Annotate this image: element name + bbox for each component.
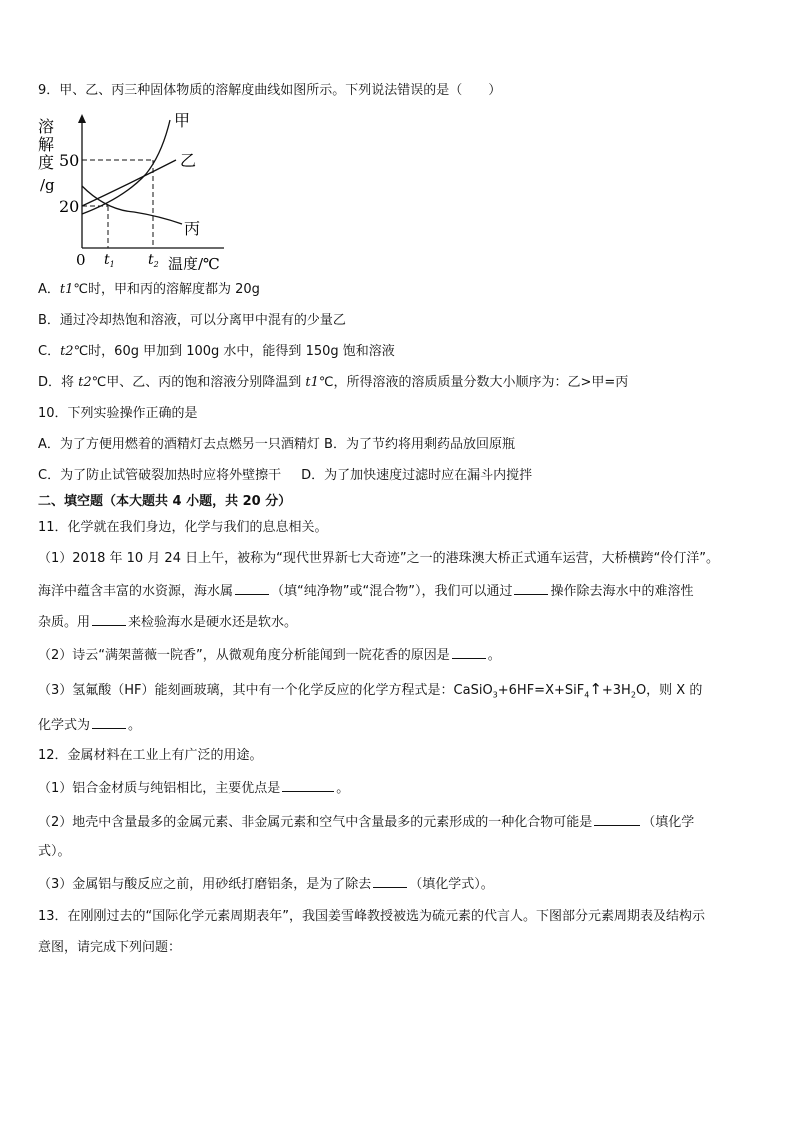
x-tick-t1: $t_1$	[104, 252, 115, 269]
origin-label: 0	[76, 251, 86, 269]
q9-option-c: C．t2℃时，60g 甲加到 100g 水中，能得到 150g 饱和溶液	[38, 344, 395, 359]
answer-blank	[452, 645, 486, 659]
q10-option-ab: A．为了方便用燃着的酒精灯去点燃另一只酒精灯 B．为了节约将用剩药品放回原瓶	[38, 437, 515, 452]
x-axis-label: 温度/℃	[168, 255, 220, 270]
q11-p1-line3: 杂质。用 来检验海水是硬水还是软水。	[38, 612, 297, 632]
answer-blank	[594, 812, 640, 826]
q9-stem: 9．甲、乙、丙三种固体物质的溶解度曲线如图所示。下列说法错误的是（ ）	[38, 83, 502, 98]
answer-blank	[514, 581, 548, 595]
answer-blank	[92, 612, 126, 626]
section-title: 二、填空题（本大题共 4 小题，共 20 分）	[38, 494, 292, 509]
q12-p2-line2: 式）。	[38, 844, 71, 859]
q9-option-d: D．将 t2℃甲、乙、丙的饱和溶液分别降温到 t1℃，所得溶液的溶质质量分数大小顺序为：乙>甲=丙	[38, 375, 629, 390]
curve-bing	[82, 186, 182, 224]
y-tick-20: 20	[59, 197, 80, 216]
q11-p2: （2）诗云“满架蔷薇一院香”，从微观角度分析能闻到一院花香的原因是 。	[38, 645, 501, 665]
y-label-1: 溶	[38, 117, 55, 136]
q12-p3: （3）金属铝与酸反应之前，用砂纸打磨铝条，是为了除去 （填化学式）。	[38, 874, 494, 894]
y-label-3: 度	[38, 153, 55, 172]
q11-p3-line1: （3）氢氟酸（HF）能刻画玻璃，其中有一个化学反应的化学方程式是：$CaSiO_3+6HF=X+SiF_4↑+3H_2O$，则 X 的	[38, 680, 703, 700]
solubility-chart	[34, 110, 234, 270]
label-bing: 丙	[184, 219, 201, 238]
q12-p1: （1）铝合金材质与纯铝相比，主要优点是 。	[38, 778, 349, 798]
answer-blank	[373, 874, 407, 888]
answer-blank	[282, 778, 334, 792]
x-tick-t2: $t_2$	[148, 252, 159, 269]
q9-option-a: A．t1℃时，甲和丙的溶解度都为 20g	[38, 282, 260, 297]
q11-p1-line2: 海洋中蕴含丰富的水资源，海水属 （填“纯净物”或“混合物”），我们可以通过 操作除去海水中的难溶性	[38, 581, 693, 601]
curve-yi	[82, 160, 176, 206]
answer-blank	[92, 715, 126, 729]
y-tick-50: 50	[59, 151, 80, 170]
q11-p1-line1: （1）2018 年 10 月 24 日上午，被称为“现代世界新七大奇迹”之一的港珠澳大桥正式通车运营，大桥横跨“伶仃洋”。	[38, 551, 720, 566]
q13-line1: 13．在刚刚过去的“国际化学元素周期表年”，我国姜雪峰教授被选为硫元素的代言人。下图部分元素周期表及结构示	[38, 909, 706, 924]
q12-stem: 12．金属材料在工业上有广泛的用途。	[38, 748, 263, 763]
y-label-4: /g	[40, 176, 55, 194]
label-yi: 乙	[180, 151, 197, 170]
q11-p3-line2: 化学式为 。	[38, 715, 141, 735]
q10-stem: 10．下列实验操作正确的是	[38, 406, 198, 421]
q11-stem: 11．化学就在我们身边，化学与我们的息息相关。	[38, 520, 328, 535]
q13-line2: 意图，请完成下列问题：	[38, 940, 182, 955]
y-axis-arrow	[78, 114, 86, 123]
answer-blank	[235, 581, 269, 595]
q9-option-b: B．通过冷却热饱和溶液，可以分离甲中混有的少量乙	[38, 313, 346, 328]
q12-p2-line1: （2）地壳中含量最多的金属元素、非金属元素和空气中含量最多的元素形成的一种化合物可能是 （填化学	[38, 812, 694, 832]
label-jia: 甲	[174, 111, 191, 130]
q10-option-cd: C．为了防止试管破裂加热时应将外壁擦干 D．为了加快速度过滤时应在漏斗内搅拌	[38, 468, 533, 483]
y-label-2: 解	[38, 135, 55, 154]
